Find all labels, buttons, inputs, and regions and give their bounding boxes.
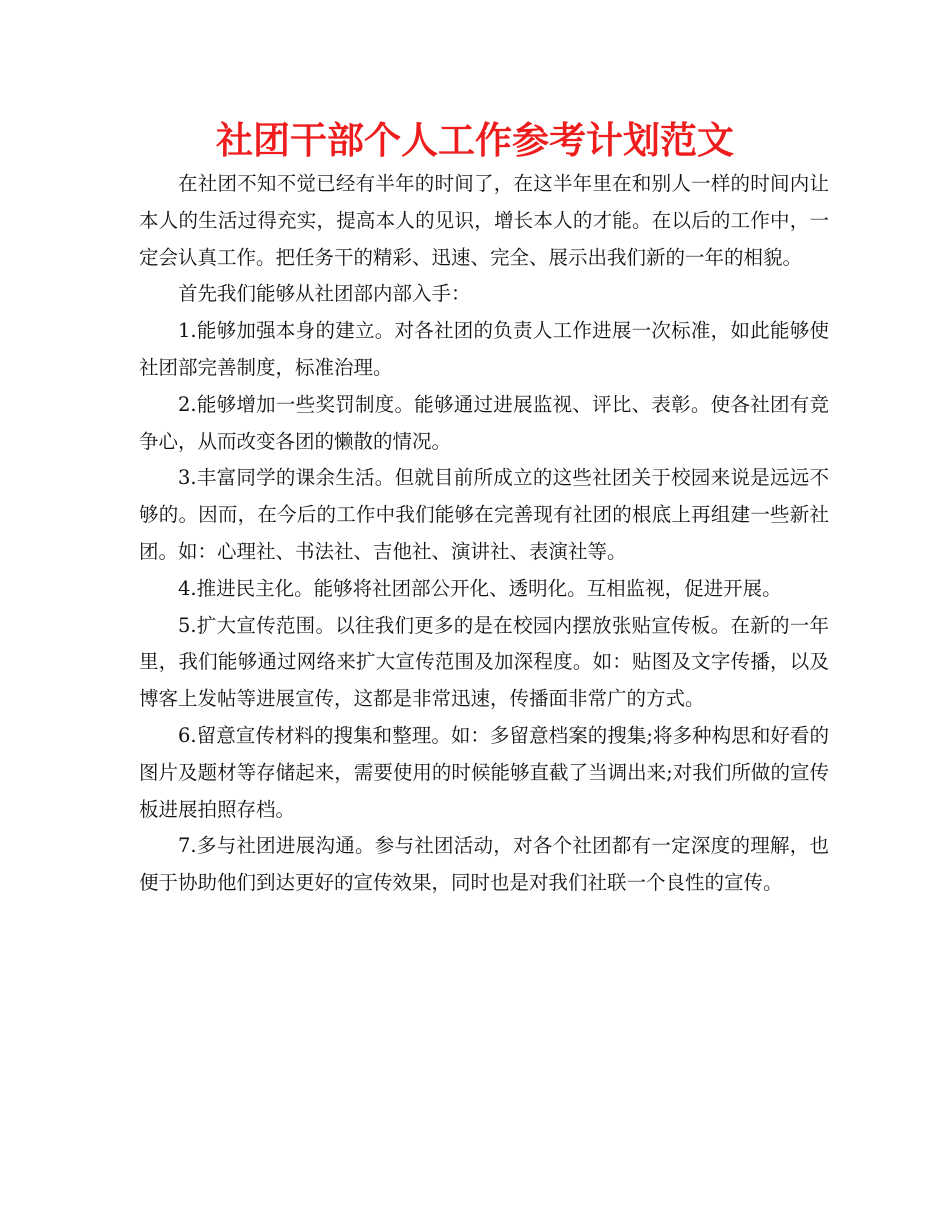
paragraph-item-5: 5.扩大宣传范围。以往我们更多的是在校园内摆放张贴宣传板。在新的一年里，我们能够通过网络来扩大宣传范围及加深程度。如：贴图及文字传播，以及博客上发帖等进展宣传，这都是非常迅速，传播面非常广的方式。 [139,613,829,711]
paragraph-item-7: 7.多与社团进展沟通。参与社团活动，对各个社团都有一定深度的理解，也便于协助他们到达更好的宣传效果，同时也是对我们社联一个良性的宣传。 [139,834,829,895]
paragraph-item-1: 1.能够加强本身的建立。对各社团的负责人工作进展一次标准，如此能够使社团部完善制度，标准治理。 [139,319,829,379]
paragraph-item-6: 6.留意宣传材料的搜集和整理。如：多留意档案的搜集;将多种构思和好看的图片及题材等存储起来，需要使用的时候能够直截了当调出来;对我们所做的宣传板进展拍照存档。 [139,723,829,821]
paragraph-item-3: 3.丰富同学的课余生活。但就目前所成立的这些社团关于校园来说是远远不够的。因而，在今后的工作中我们能够在完善现有社团的根底上再组建一些新社团。如：心理社、书法社、吉他社、演讲社、表演社等。 [139,466,829,563]
paragraph-intro: 在社团不知不觉已经有半年的时间了，在这半年里在和别人一样的时间内让本人的生活过得充实，提高本人的见识，增长本人的才能。在以后的工作中，一定会认真工作。把任务干的精彩、迅速、完全、展示出我们新的一年的相貌。 [139,172,829,269]
document-body [139,166,829,902]
paragraph-item-2: 2.能够增加一些奖罚制度。能够通过进展监视、评比、表彰。使各社团有竞争心，从而改变各团的懒散的情况。 [139,392,829,453]
paragraph-item-4: 4.推进民主化。能够将社团部公开化、透明化。互相监视，促进开展。 [178,576,782,600]
paragraph-first: 首先我们能够从社团部内部入手： [178,282,471,306]
document-title: 社团干部个人工作参考计划范文 [216,119,734,162]
